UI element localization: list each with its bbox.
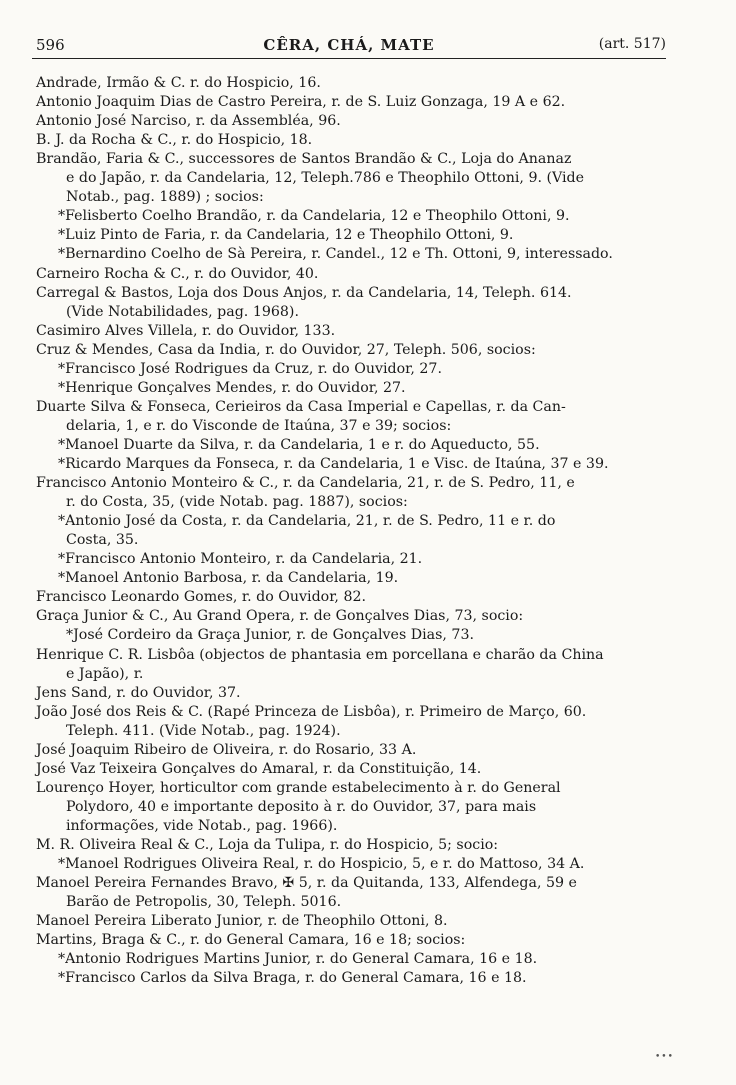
entry-line: *Francisco Carlos da Silva Braga, r. do General Camara, 16 e 18. [58, 970, 527, 986]
entry-line: e do Japão, r. da Candelaria, 12, Teleph.786 e Theophilo Ottoni, 9. (Vide [66, 170, 585, 186]
entry-line: *Manoel Rodrigues Oliveira Real, r. do Hospicio, 5, e r. do Mattoso, 34 A. [58, 856, 585, 872]
entry-line: delaria, 1, e r. do Visconde de Itaúna, 37 e 39; socios: [66, 418, 452, 434]
entry-line: Brandão, Faria & C., successores de Santos Brandão & C., Loja do Ananaz [36, 151, 572, 167]
entry-line: Graça Junior & C., Au Grand Opera, r. de Gonçalves Dias, 73, socio: [36, 608, 524, 624]
page-title: CÊRA, CHÁ, MATE [263, 36, 435, 54]
entry-line: *Antonio José da Costa, r. da Candelaria, 21, r. de S. Pedro, 11 e r. do [58, 513, 556, 529]
entry-line: *Henrique Gonçalves Mendes, r. do Ouvidor, 27. [58, 380, 406, 396]
entry-line: e Japão), r. [66, 666, 144, 682]
entry-line: Francisco Antonio Monteiro & C., r. da Candelaria, 21, r. de S. Pedro, 11, e [36, 475, 575, 491]
entry-line: *Francisco José Rodrigues da Cruz, r. do Ouvidor, 27. [58, 361, 442, 377]
entry-line: Costa, 35. [66, 532, 139, 548]
page-header [32, 34, 666, 59]
entry-line: Notab., pag. 1889) ; socios: [66, 189, 264, 205]
entry-line: Carneiro Rocha & C., r. do Ouvidor, 40. [36, 266, 319, 282]
footer-mark: ••• [655, 1052, 674, 1062]
entry-line: João José dos Reis & C. (Rapé Princeza de Lisbôa), r. Primeiro de Março, 60. [36, 704, 587, 720]
entry-line: *Manoel Antonio Barbosa, r. da Candelaria, 19. [58, 570, 399, 586]
entry-line: Cruz & Mendes, Casa da India, r. do Ouvidor, 27, Teleph. 506, socios: [36, 342, 536, 358]
entry-line: *Antonio Rodrigues Martins Junior, r. do General Camara, 16 e 18. [58, 951, 538, 967]
entry-line: Jens Sand, r. do Ouvidor, 37. [36, 685, 241, 701]
entry-line: Manoel Pereira Liberato Junior, r. de Theophilo Ottoni, 8. [36, 913, 448, 929]
article-reference: (art. 517) [598, 36, 666, 52]
entry-line: *José Cordeiro da Graça Junior, r. de Gonçalves Dias, 73. [66, 627, 474, 643]
entry-line: (Vide Notabilidades, pag. 1968). [66, 304, 299, 320]
entry-line: Andrade, Irmão & C. r. do Hospicio, 16. [36, 75, 321, 91]
entry-line: *Manoel Duarte da Silva, r. da Candelaria, 1 e r. do Aqueducto, 55. [58, 437, 540, 453]
entry-line: Henrique C. R. Lisbôa (objectos de phantasia em porcellana e charão da China [36, 647, 604, 663]
entry-line: *Luiz Pinto de Faria, r. da Candelaria, 12 e Theophilo Ottoni, 9. [58, 227, 514, 243]
entry-line: Casimiro Alves Villela, r. do Ouvidor, 133. [36, 323, 336, 339]
entry-line: Antonio Joaquim Dias de Castro Pereira, r. de S. Luiz Gonzaga, 19 A e 62. [36, 94, 566, 110]
entry-line: Barão de Petropolis, 30, Teleph. 5016. [66, 894, 342, 910]
entry-line: Martins, Braga & C., r. do General Camara, 16 e 18; socios: [36, 932, 466, 948]
entry-line: Duarte Silva & Fonseca, Cerieiros da Casa Imperial e Capellas, r. da Can- [36, 399, 566, 415]
entry-line: Polydoro, 40 e importante deposito à r. do Ouvidor, 37, para mais [66, 799, 537, 815]
entry-line: Manoel Pereira Fernandes Bravo, ✠ 5, r. da Quitanda, 133, Alfendega, 59 e [36, 875, 577, 891]
entry-line: r. do Costa, 35, (vide Notab. pag. 1887), socios: [66, 494, 408, 510]
entry-line: Francisco Leonardo Gomes, r. do Ouvidor, 82. [36, 589, 367, 605]
entry-line: informações, vide Notab., pag. 1966). [66, 818, 338, 834]
entry-line: *Ricardo Marques da Fonseca, r. da Candelaria, 1 e Visc. de Itaúna, 37 e 39. [58, 456, 609, 472]
entry-line: M. R. Oliveira Real & C., Loja da Tulipa, r. do Hospicio, 5; socio: [36, 837, 499, 853]
entry-line: B. J. da Rocha & C., r. do Hospicio, 18. [36, 132, 313, 148]
entry-line: Teleph. 411. (Vide Notab., pag. 1924). [66, 723, 341, 739]
entry-line: Antonio José Narciso, r. da Assembléa, 96. [36, 113, 341, 129]
page-number: 596 [36, 36, 65, 54]
entry-line: *Francisco Antonio Monteiro, r. da Candelaria, 21. [58, 551, 423, 567]
entry-line: *Felisberto Coelho Brandão, r. da Candelaria, 12 e Theophilo Ottoni, 9. [58, 208, 570, 224]
entry-line: *Bernardino Coelho de Sà Pereira, r. Candel., 12 e Th. Ottoni, 9, interessado. [58, 246, 613, 262]
entry-line: Carregal & Bastos, Loja dos Dous Anjos, r. da Candelaria, 14, Teleph. 614. [36, 285, 572, 301]
entry-line: José Vaz Teixeira Gonçalves do Amaral, r. da Constituição, 14. [36, 761, 482, 777]
entry-line: José Joaquim Ribeiro de Oliveira, r. do Rosario, 33 A. [36, 742, 417, 758]
entry-line: Lourenço Hoyer, horticultor com grande estabelecimento à r. do General [36, 780, 561, 796]
